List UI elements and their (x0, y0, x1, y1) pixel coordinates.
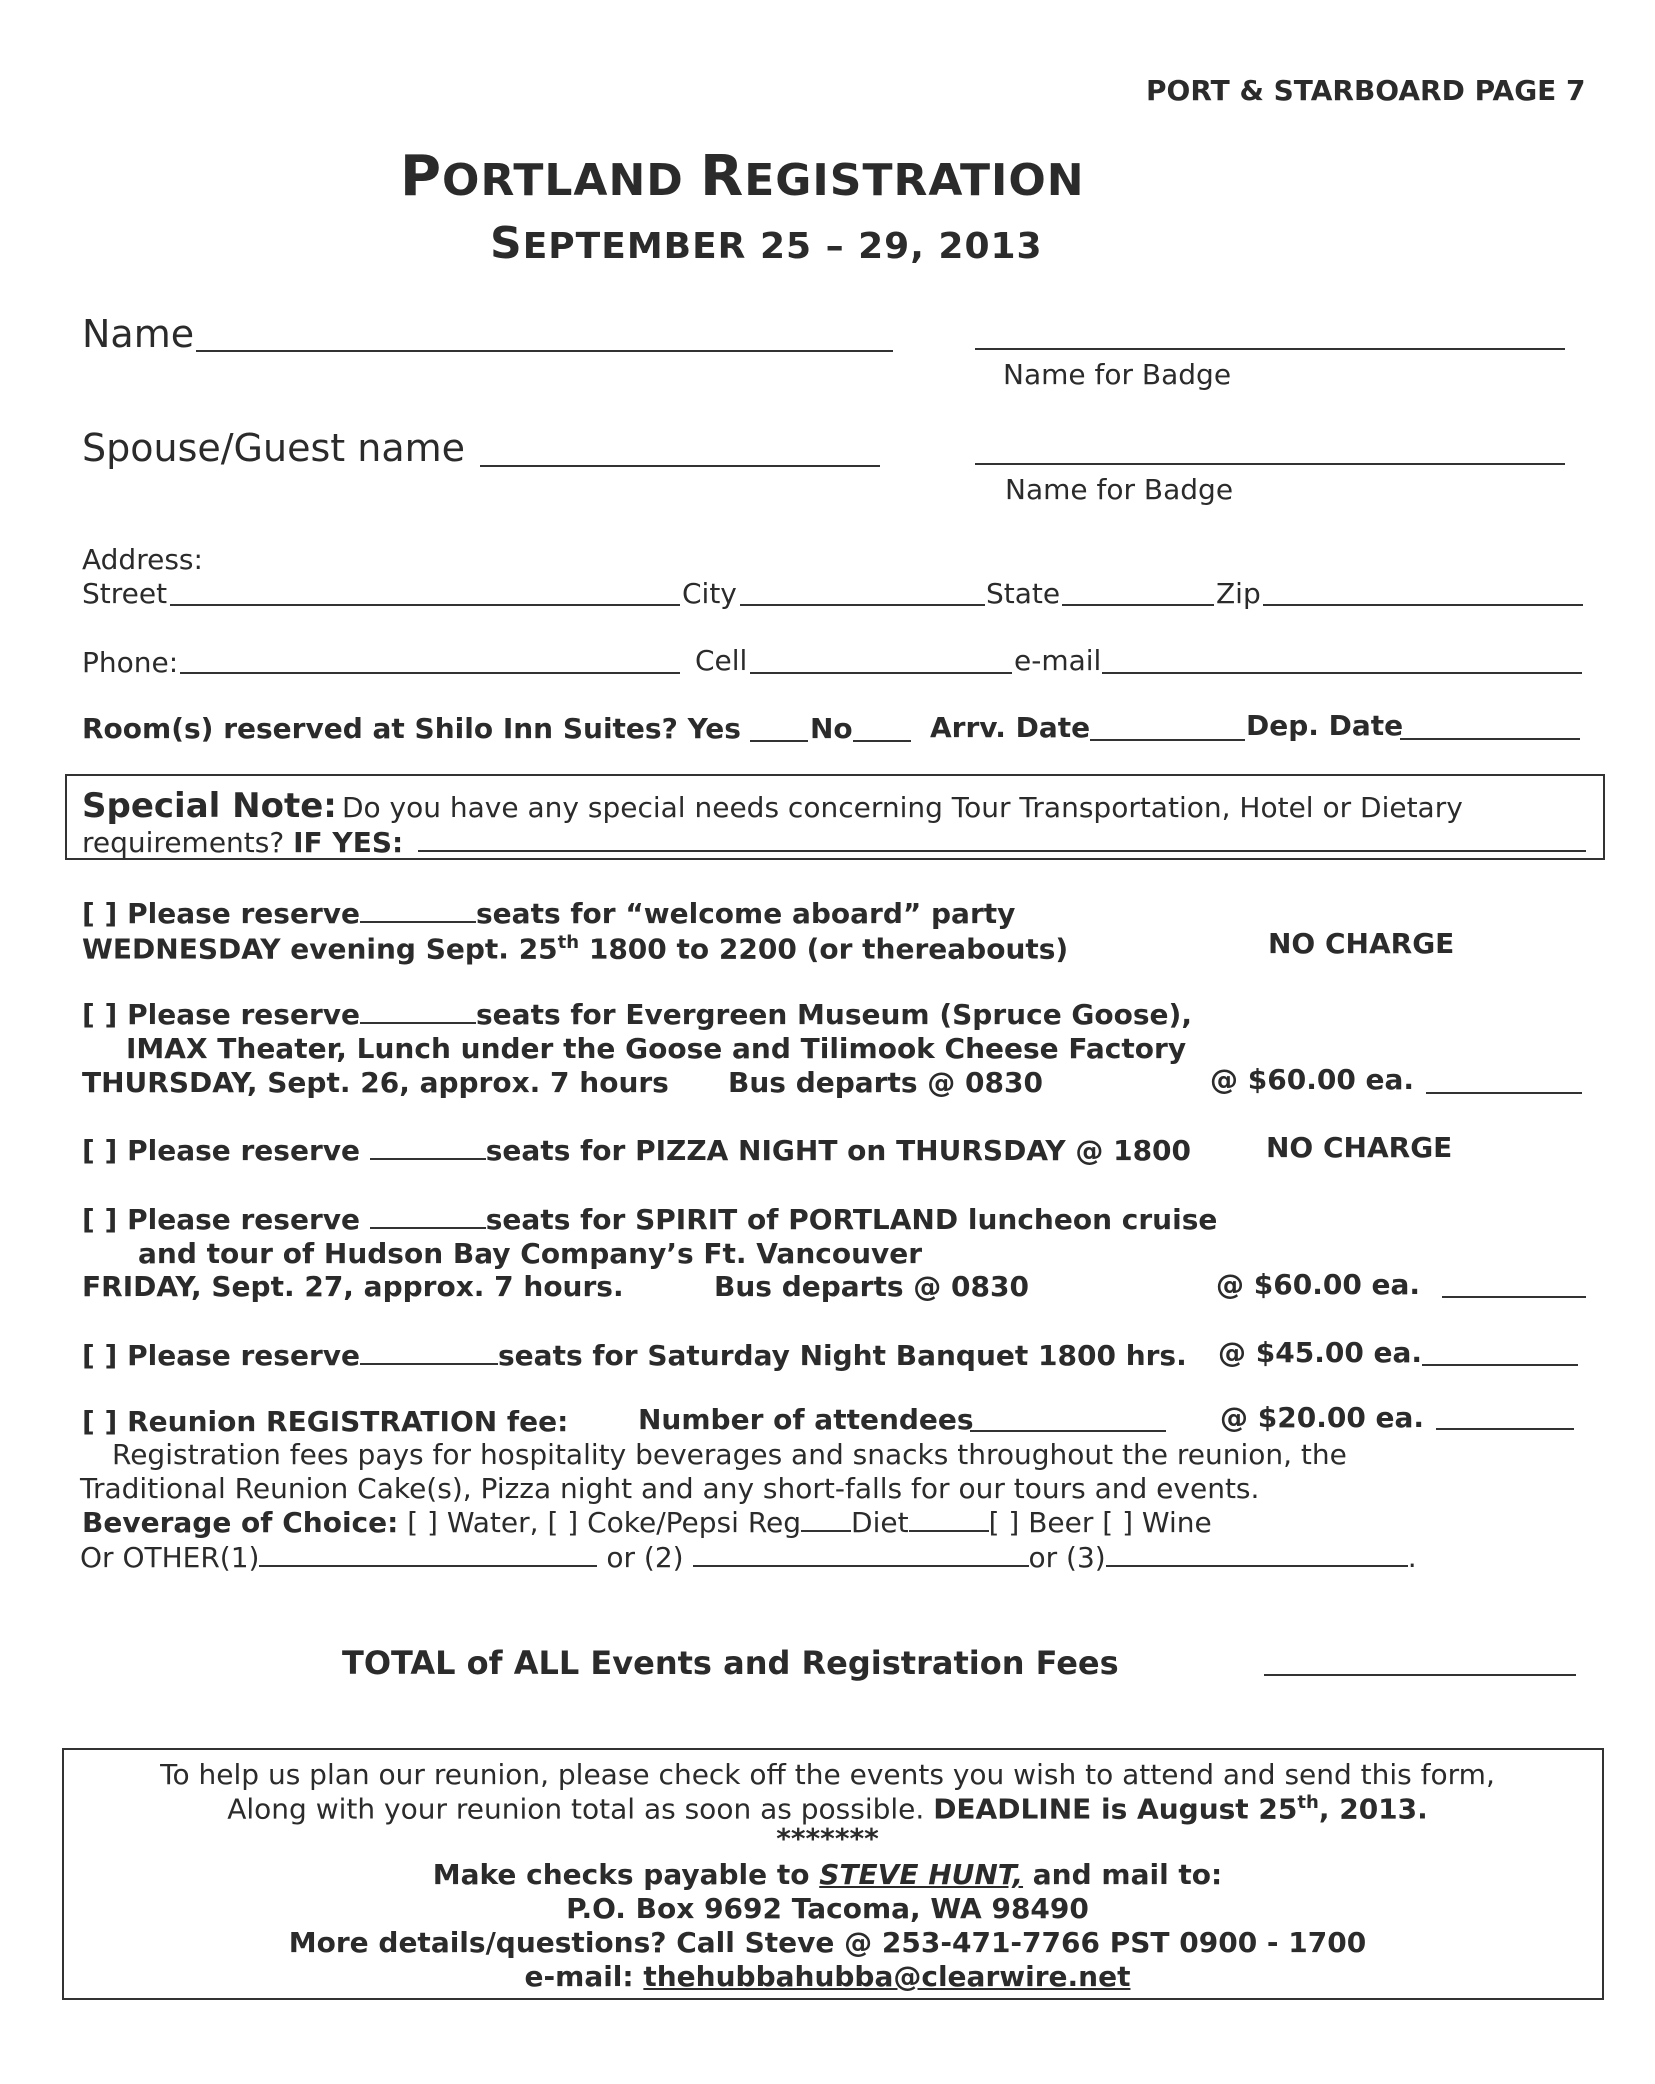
phone-label: Phone: (82, 646, 179, 679)
phone-field[interactable] (180, 672, 680, 674)
street-field[interactable] (170, 604, 680, 606)
beverage-choice-line: Beverage of Choice: [ ] Water, [ ] Coke/Pepsi Reg Diet [ ] Beer [ ] Wine (82, 1506, 1212, 1539)
cell-field[interactable] (750, 672, 1012, 674)
spirit-price: @ $60.00 ea. (1216, 1268, 1421, 1301)
total-field[interactable] (1264, 1674, 1576, 1676)
pizza-event-line1: [ ] Please reserve seats for PIZZA NIGHT on THURSDAY @ 1800 (82, 1134, 1192, 1167)
room-yes-field[interactable] (750, 740, 808, 742)
dep-date-field[interactable] (1400, 738, 1580, 740)
email-label: e-mail (1014, 644, 1102, 677)
spirit-event-line2: and tour of Hudson Bay Company’s Ft. Vancouver (138, 1237, 923, 1270)
banquet-event-line1: [ ] Please reserve seats for Saturday Night Banquet 1800 hrs. (82, 1339, 1187, 1372)
page-subtitle: SEPTEMBER 25 – 29, 2013 (490, 218, 1043, 269)
total-label: TOTAL of ALL Events and Registration Fees (342, 1644, 1119, 1682)
special-needs-field[interactable] (418, 850, 1586, 852)
other-beverage-line: Or OTHER(1) or (2) or (3) . (80, 1541, 1417, 1574)
page-label: PORT & STARBOARD PAGE 7 (1146, 74, 1586, 107)
museum-event-line2: IMAX Theater, Lunch under the Goose and Tilimook Cheese Factory (126, 1032, 1187, 1065)
street-label: Street (82, 577, 168, 610)
footer-address: P.O. Box 9692 Tacoma, WA 98490 (566, 1892, 1089, 1925)
cell-label: Cell (695, 644, 748, 677)
welcome-seats-field[interactable] (360, 921, 476, 923)
pizza-price: NO CHARGE (1266, 1131, 1453, 1164)
registration-desc-1: Registration fees pays for hospitality beverages and snacks throughout the reunion, the (112, 1438, 1347, 1471)
footer-line1: To help us plan our reunion, please check off the events you wish to attend and send this form, (160, 1758, 1495, 1791)
registration-desc-2: Traditional Reunion Cake(s), Pizza night and any short-falls for our tours and events. (80, 1472, 1260, 1505)
room-no-field[interactable] (853, 740, 911, 742)
banquet-amount-field[interactable] (1422, 1364, 1578, 1366)
spouse-label: Spouse/Guest name (82, 426, 466, 470)
other-beverage-2-field[interactable] (693, 1565, 1029, 1567)
spouse-badge-label: Name for Badge (1005, 473, 1234, 506)
museum-bus: Bus departs @ 0830 (728, 1066, 1043, 1099)
banquet-price: @ $45.00 ea. (1218, 1336, 1423, 1369)
spouse-badge-name-field[interactable] (975, 463, 1565, 465)
museum-amount-field[interactable] (1426, 1092, 1582, 1094)
registration-price: @ $20.00 ea. (1220, 1401, 1425, 1434)
spirit-seats-field[interactable] (370, 1227, 486, 1229)
name-field[interactable] (196, 350, 893, 352)
museum-seats-field[interactable] (360, 1022, 476, 1024)
footer-details: More details/questions? Call Steve @ 253-471-7766 PST 0900 - 1700 (288, 1926, 1367, 1959)
dep-date-label: Dep. Date (1246, 709, 1404, 742)
museum-price: @ $60.00 ea. (1210, 1063, 1415, 1096)
special-note-line2: requirements? IF YES: (82, 826, 404, 859)
state-label: State (986, 577, 1061, 610)
spirit-bus: Bus departs @ 0830 (714, 1270, 1029, 1303)
footer-checks-line: Make checks payable to STEVE HUNT, and mail to: (432, 1858, 1223, 1891)
badge-name-field[interactable] (975, 348, 1565, 350)
spirit-event-line1: [ ] Please reserve seats for SPIRIT of PORTLAND luncheon cruise (82, 1203, 1218, 1236)
arrv-date-field[interactable] (1090, 739, 1245, 741)
other-beverage-3-field[interactable] (1106, 1565, 1408, 1567)
footer-email-line: e-mail: thehubbahubba@clearwire.net (524, 1960, 1131, 1993)
museum-event-line3: THURSDAY, Sept. 26, approx. 7 hours (82, 1066, 669, 1099)
footer-line2: Along with your reunion total as soon as possible. DEADLINE is August 25th, 2013. (227, 1792, 1428, 1826)
welcome-event-line2: WEDNESDAY evening Sept. 25th 1800 to 2200 (or thereabouts) (82, 932, 1069, 966)
banquet-seats-field[interactable] (360, 1363, 498, 1365)
zip-field[interactable] (1263, 604, 1583, 606)
spirit-event-line3: FRIDAY, Sept. 27, approx. 7 hours. (82, 1270, 624, 1303)
attendees-field[interactable] (970, 1430, 1166, 1432)
spouse-field[interactable] (480, 465, 880, 467)
room-question: Room(s) reserved at Shilo Inn Suites? Yes (82, 712, 741, 745)
beverage-reg-field[interactable] (801, 1530, 851, 1532)
page-title: PORTLAND REGISTRATION (400, 144, 1085, 209)
attendees-label: Number of attendees (638, 1403, 974, 1436)
room-no-label: No (810, 712, 853, 745)
payee-name: STEVE HUNT, (819, 1858, 1024, 1891)
name-label: Name (82, 312, 195, 356)
badge-label: Name for Badge (1003, 358, 1232, 391)
city-field[interactable] (740, 604, 985, 606)
email-link[interactable]: thehubbahubba@clearwire.net (643, 1960, 1131, 1993)
welcome-event-line1: [ ] Please reserve seats for “welcome aboard” party (82, 897, 1016, 930)
pizza-seats-field[interactable] (370, 1158, 486, 1160)
arrv-date-label: Arrv. Date (930, 711, 1091, 744)
email-field[interactable] (1102, 672, 1582, 674)
address-label: Address: (82, 543, 203, 576)
registration-fee-label: [ ] Reunion REGISTRATION fee: (82, 1405, 569, 1438)
other-beverage-1-field[interactable] (259, 1565, 597, 1567)
welcome-price: NO CHARGE (1268, 927, 1455, 960)
beverage-diet-field[interactable] (909, 1530, 989, 1532)
zip-label: Zip (1216, 577, 1261, 610)
state-field[interactable] (1062, 604, 1214, 606)
footer-stars: ******* (776, 1822, 879, 1855)
registration-amount-field[interactable] (1436, 1428, 1574, 1430)
city-label: City (682, 577, 737, 610)
spirit-amount-field[interactable] (1442, 1296, 1586, 1298)
museum-event-line1: [ ] Please reserve seats for Evergreen Museum (Spruce Goose), (82, 998, 1192, 1031)
special-note-line1: Special Note: Do you have any special needs concerning Tour Transportation, Hotel or Dietary (82, 786, 1463, 826)
